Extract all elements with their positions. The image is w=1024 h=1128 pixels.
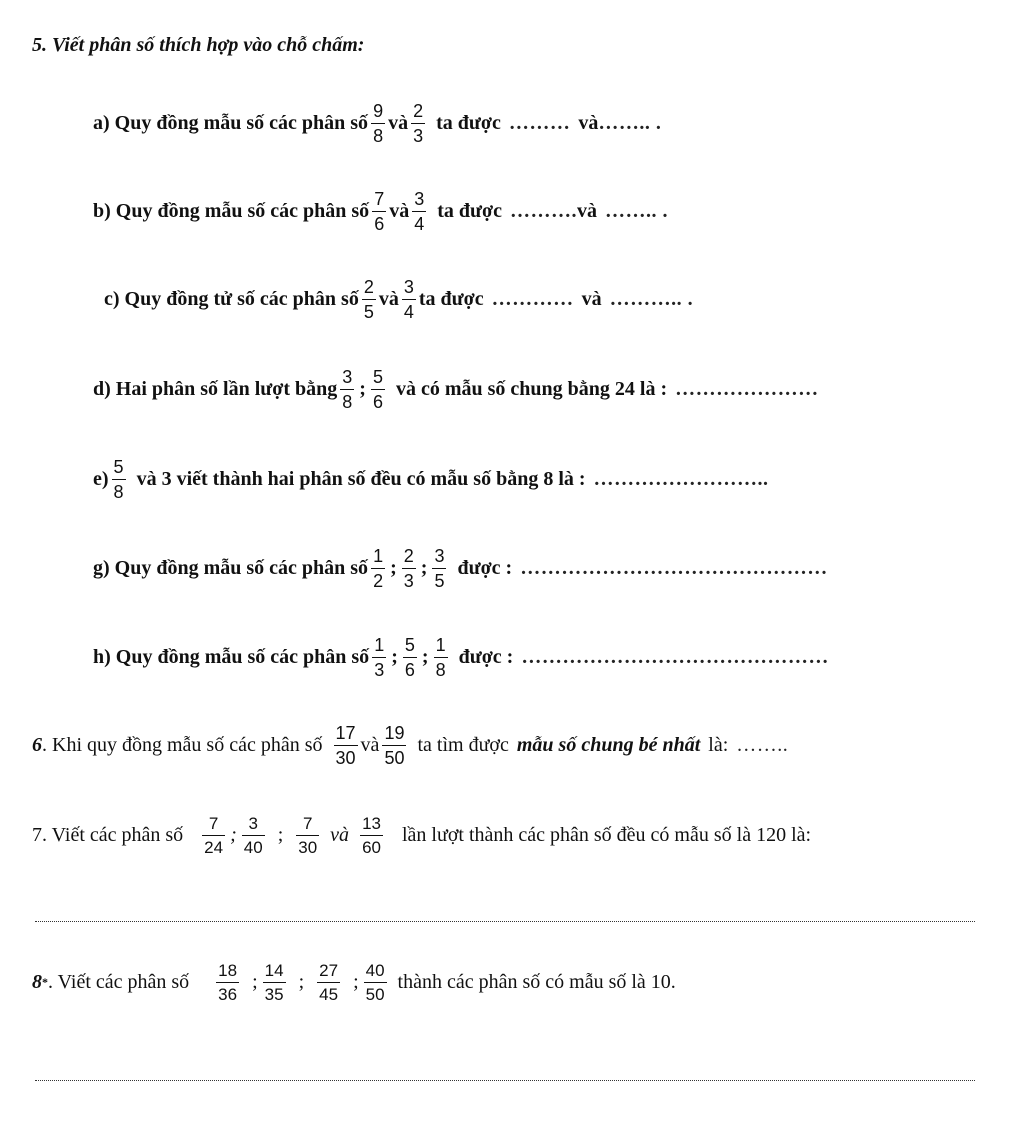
separator: ;	[230, 824, 237, 846]
q7-line	[32, 815, 811, 856]
numerator: 3	[414, 189, 425, 209]
q5g-label: g) Quy đồng mẫu số các phân số	[93, 557, 369, 579]
numerator: 1	[435, 635, 446, 655]
conjunction: và	[378, 288, 399, 310]
separator: ;	[277, 824, 284, 846]
numerator: 27	[319, 961, 339, 980]
q8-tail: thành các phân số có mẫu số là 10.	[397, 971, 676, 993]
denominator: 35	[263, 982, 286, 1003]
q8-star: *	[42, 975, 48, 989]
numerator: 2	[363, 277, 374, 297]
numerator: 13	[362, 814, 381, 833]
denominator: 60	[360, 835, 383, 856]
q5g-line	[93, 547, 828, 590]
fraction	[372, 636, 386, 679]
fraction	[216, 962, 239, 1003]
conjunction: và	[389, 200, 410, 222]
fraction	[296, 815, 319, 856]
denominator: 4	[402, 299, 416, 321]
denominator: 50	[382, 745, 406, 767]
q5b-label: b) Quy đồng mẫu số các phân số	[93, 200, 370, 222]
denominator: 8	[434, 657, 448, 679]
q8-line	[32, 962, 676, 1003]
q5-title	[32, 34, 364, 57]
q5e-label: e)	[93, 468, 109, 490]
answer-blank[interactable]: …….. .	[604, 200, 668, 222]
separator: ;	[420, 557, 428, 579]
fraction	[334, 724, 358, 767]
numerator: 17	[335, 723, 356, 743]
denominator: 50	[364, 982, 387, 1003]
denominator: 8	[340, 389, 354, 411]
numerator: 3	[403, 277, 414, 297]
q5e-tail: và 3 viết thành hai phân số đều có mẫu số bằng 8 là :	[136, 468, 586, 490]
separator: ;	[390, 557, 397, 579]
denominator: 36	[216, 982, 239, 1003]
fraction	[242, 815, 265, 856]
q5b-line	[93, 190, 668, 233]
q5-title-text: 5. Viết phân số thích hợp vào chỗ chấm:	[32, 34, 365, 56]
answer-line[interactable]	[35, 1080, 975, 1081]
answer-blank[interactable]: …………	[491, 288, 574, 310]
q5g-tail: được :	[457, 557, 513, 579]
q5h-tail: được :	[458, 646, 514, 668]
denominator: 6	[403, 657, 417, 679]
numerator: 7	[208, 814, 219, 833]
q5b-tail: ta được	[437, 200, 502, 222]
answer-blank[interactable]: …………………	[675, 378, 819, 400]
conjunction: và	[581, 288, 602, 310]
fraction	[382, 724, 406, 767]
denominator: 6	[372, 211, 386, 233]
separator: ;	[359, 378, 366, 400]
conjunction: và	[578, 112, 599, 134]
q6-line	[32, 724, 788, 767]
q7-label: 7. Viết các phân số	[32, 824, 184, 846]
q7-tail: lần lượt thành các phân số đều có mẫu số là 120 là:	[401, 824, 812, 846]
fraction	[372, 190, 386, 233]
numerator: 7	[302, 814, 313, 833]
fraction	[412, 190, 426, 233]
numerator: 7	[374, 189, 385, 209]
numerator: 5	[113, 457, 124, 477]
denominator: 45	[317, 982, 340, 1003]
denominator: 8	[371, 123, 385, 145]
numerator: 5	[404, 635, 415, 655]
numerator: 2	[403, 546, 414, 566]
separator: ;	[391, 646, 398, 668]
denominator: 24	[202, 835, 225, 856]
numerator: 3	[434, 546, 445, 566]
numerator: 3	[342, 367, 353, 387]
q5c-label: c) Quy đồng tử số các phân số	[104, 288, 359, 310]
numerator: 2	[413, 101, 424, 121]
fraction	[112, 458, 126, 501]
answer-blank[interactable]: ……………………..	[593, 468, 769, 490]
numerator: 1	[374, 635, 385, 655]
q6-emphasis: mẫu số chung bé nhất	[516, 734, 701, 756]
denominator: 8	[112, 479, 126, 501]
answer-blank[interactable]: ………	[508, 112, 571, 134]
fraction	[371, 102, 385, 145]
numerator: 1	[373, 546, 384, 566]
denominator: 4	[412, 211, 426, 233]
conjunction: và	[388, 112, 409, 134]
numerator: 40	[365, 961, 385, 980]
denominator: 6	[371, 389, 385, 411]
q6-tail: là:	[708, 734, 729, 756]
denominator: 3	[402, 568, 416, 590]
q5c-line	[104, 278, 693, 321]
q5e-line	[93, 458, 769, 501]
denominator: 2	[371, 568, 385, 590]
separator: ;	[353, 971, 359, 993]
q6-mid: ta tìm được	[417, 734, 509, 756]
q5d-label: d) Hai phân số lần lượt bằng	[93, 378, 338, 400]
q6-number: 6	[32, 734, 42, 756]
fraction	[371, 547, 385, 590]
q5a-tail: ta được	[436, 112, 501, 134]
numerator: 3	[248, 814, 258, 833]
q5d-line	[93, 368, 819, 411]
conjunction: và	[360, 734, 380, 756]
q5h-label: h) Quy đồng mẫu số các phân số	[93, 646, 370, 668]
fraction	[263, 962, 286, 1003]
conjunction: và	[576, 200, 597, 222]
denominator: 40	[242, 835, 265, 856]
fraction	[317, 962, 340, 1003]
denominator: 5	[362, 299, 376, 321]
q5c-tail: ta được	[418, 288, 484, 310]
denominator: 3	[372, 657, 386, 679]
fraction	[360, 815, 383, 856]
q8-label: . Viết các phân số	[48, 971, 190, 993]
q5d-tail: và có mẫu số chung bằng 24 là :	[395, 378, 668, 400]
q5h-line	[93, 636, 829, 679]
denominator: 30	[296, 835, 319, 856]
numerator: 18	[218, 961, 238, 980]
numerator: 14	[264, 961, 284, 980]
separator: ;	[298, 971, 305, 993]
q6-label: . Khi quy đồng mẫu số các phân số	[42, 734, 323, 756]
fraction	[371, 368, 385, 411]
q5a-label: a) Quy đồng mẫu số các phân số	[93, 112, 369, 134]
answer-blank[interactable]: ……..	[736, 734, 789, 756]
fraction	[434, 636, 448, 679]
fraction	[364, 962, 387, 1003]
numerator: 5	[372, 367, 383, 387]
denominator: 30	[334, 745, 358, 767]
answer-blank[interactable]: ……….	[509, 200, 577, 222]
separator: ;	[252, 971, 258, 993]
answer-blank[interactable]: ………………………………………	[520, 557, 828, 579]
fraction	[411, 102, 425, 145]
fraction	[432, 547, 446, 590]
q8-number: 8	[32, 971, 42, 993]
fraction	[362, 278, 376, 321]
answer-line[interactable]	[35, 921, 975, 922]
fraction	[202, 815, 225, 856]
fraction	[403, 636, 417, 679]
numerator: 9	[373, 101, 384, 121]
answer-blank[interactable]: …….. .	[598, 112, 662, 134]
denominator: 3	[411, 123, 425, 145]
answer-blank[interactable]: ………………………………………	[521, 646, 829, 668]
q5a-line	[93, 102, 661, 145]
fraction	[402, 547, 416, 590]
denominator: 5	[432, 568, 446, 590]
conjunction: và	[330, 824, 350, 846]
fraction	[402, 278, 416, 321]
numerator: 19	[384, 723, 405, 743]
answer-blank[interactable]: ……….. .	[609, 288, 694, 310]
fraction	[340, 368, 354, 411]
separator: ;	[421, 646, 429, 668]
